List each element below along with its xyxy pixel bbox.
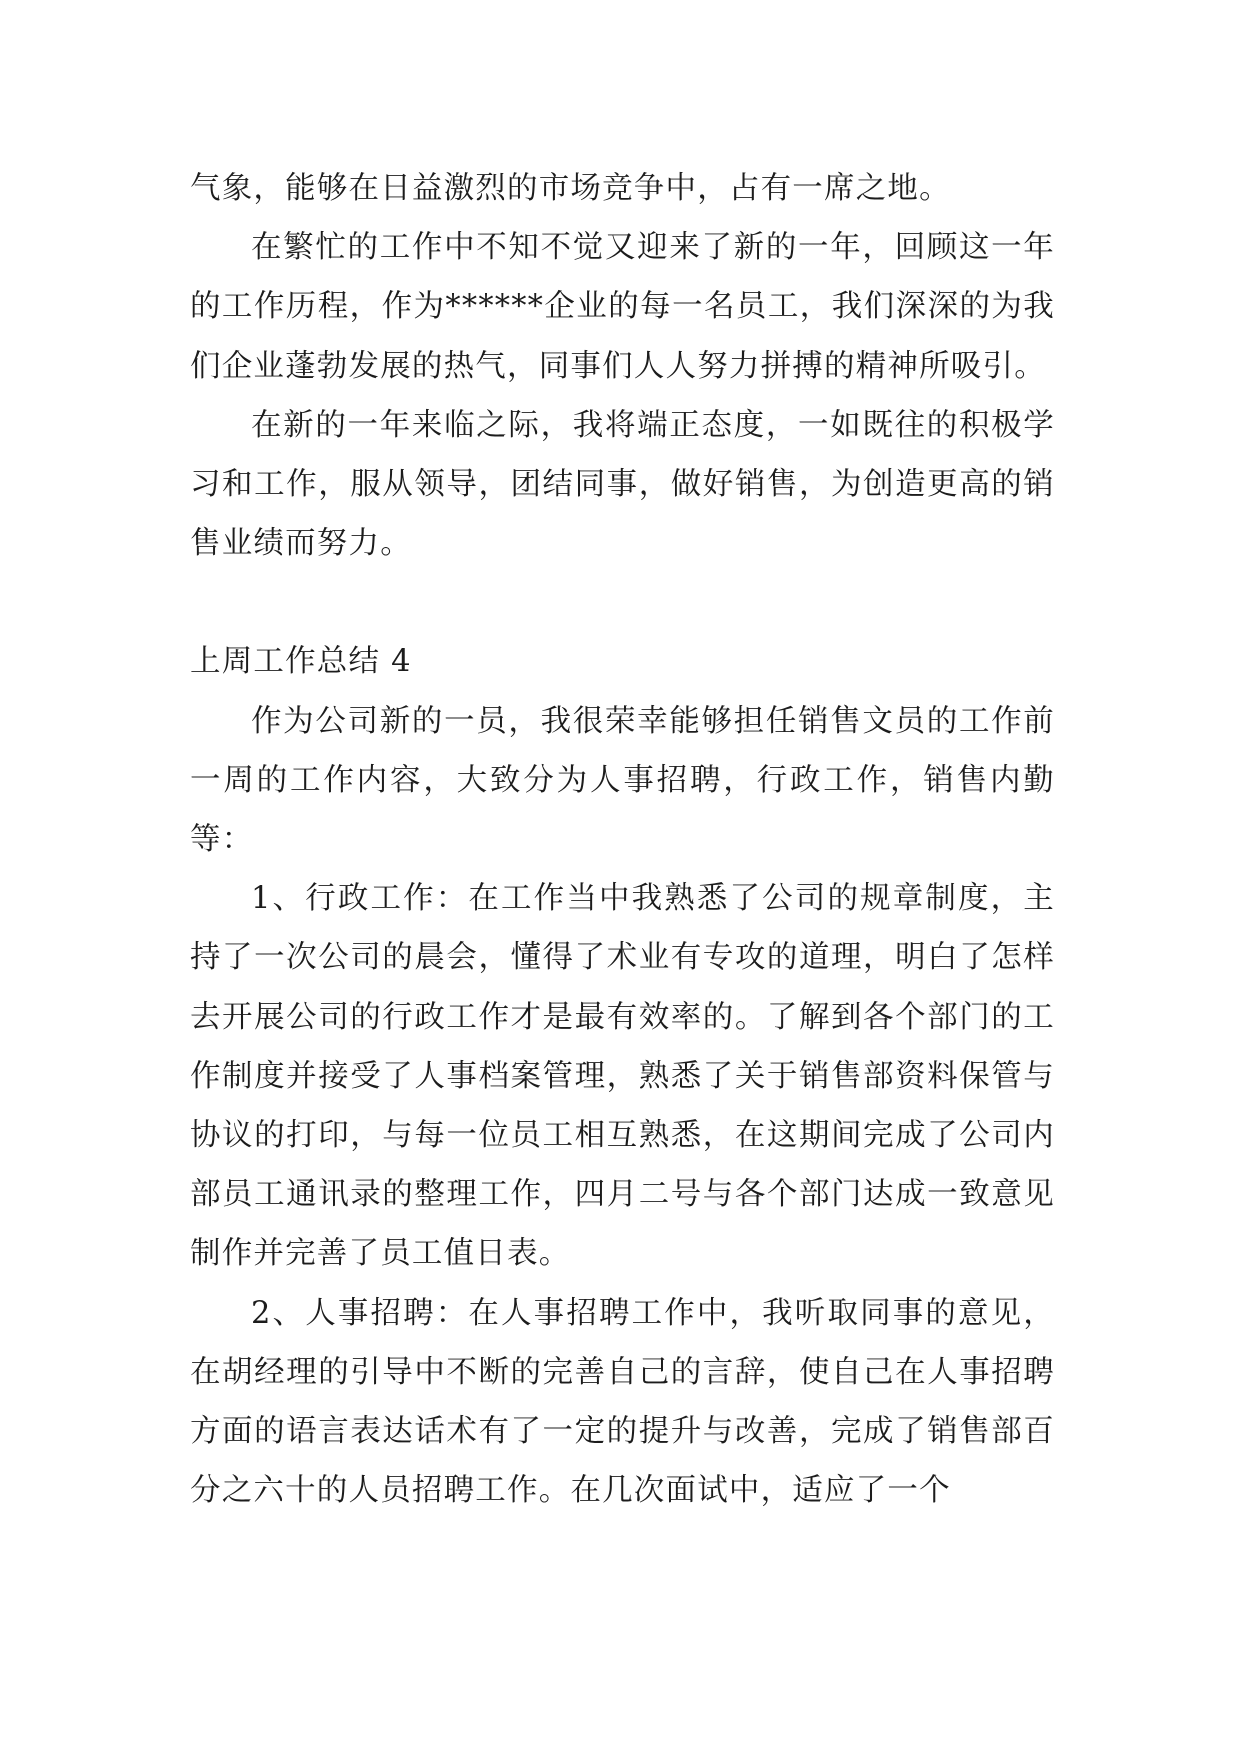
section-paragraph-3: 2、人事招聘：在人事招聘工作中，我听取同事的意见，在胡经理的引导中不断的完善自己的言辞，使自己在人事招聘方面的语言表达话术有了一定的提升与改善，完成了销售部百分之六十的人员招聘工作。在几次面试中，适应了一个 bbox=[190, 1295, 1055, 1509]
paragraph-3: 在新的一年来临之际，我将端正态度，一如既往的积极学习和工作，服从领导，团结同事，做好销售，为创造更高的销售业绩而努力。 bbox=[190, 407, 1055, 562]
document-body bbox=[190, 159, 1055, 1520]
section-title: 上周工作总结 4 bbox=[190, 644, 412, 680]
section-paragraph-2: 1、行政工作：在工作当中我熟悉了公司的规章制度，主持了一次公司的晨会，懂得了术业有专攻的道理，明白了怎样去开展公司的行政工作才是最有效率的。了解到各个部门的工作制度并接受了人事档案管理，熟悉了关于销售部资料保管与协议的打印，与每一位员工相互熟悉，在这期间完成了公司内部员工通讯录的整理工作，四月二号与各个部门达成一致意见制作并完善了员工值日表。 bbox=[190, 881, 1055, 1272]
paragraph-1: 气象，能够在日益激烈的市场竞争中，占有一席之地。 bbox=[190, 171, 951, 206]
section-paragraph-1: 作为公司新的一员，我很荣幸能够担任销售文员的工作前一周的工作内容，大致分为人事招聘，行政工作，销售内勤等： bbox=[190, 703, 1055, 858]
paragraph-2: 在繁忙的工作中不知不觉又迎来了新的一年，回顾这一年的工作历程，作为******企业的每一名员工，我们深深的为我们企业蓬勃发展的热气，同事们人人努力拼搏的精神所吸引。 bbox=[190, 230, 1055, 384]
